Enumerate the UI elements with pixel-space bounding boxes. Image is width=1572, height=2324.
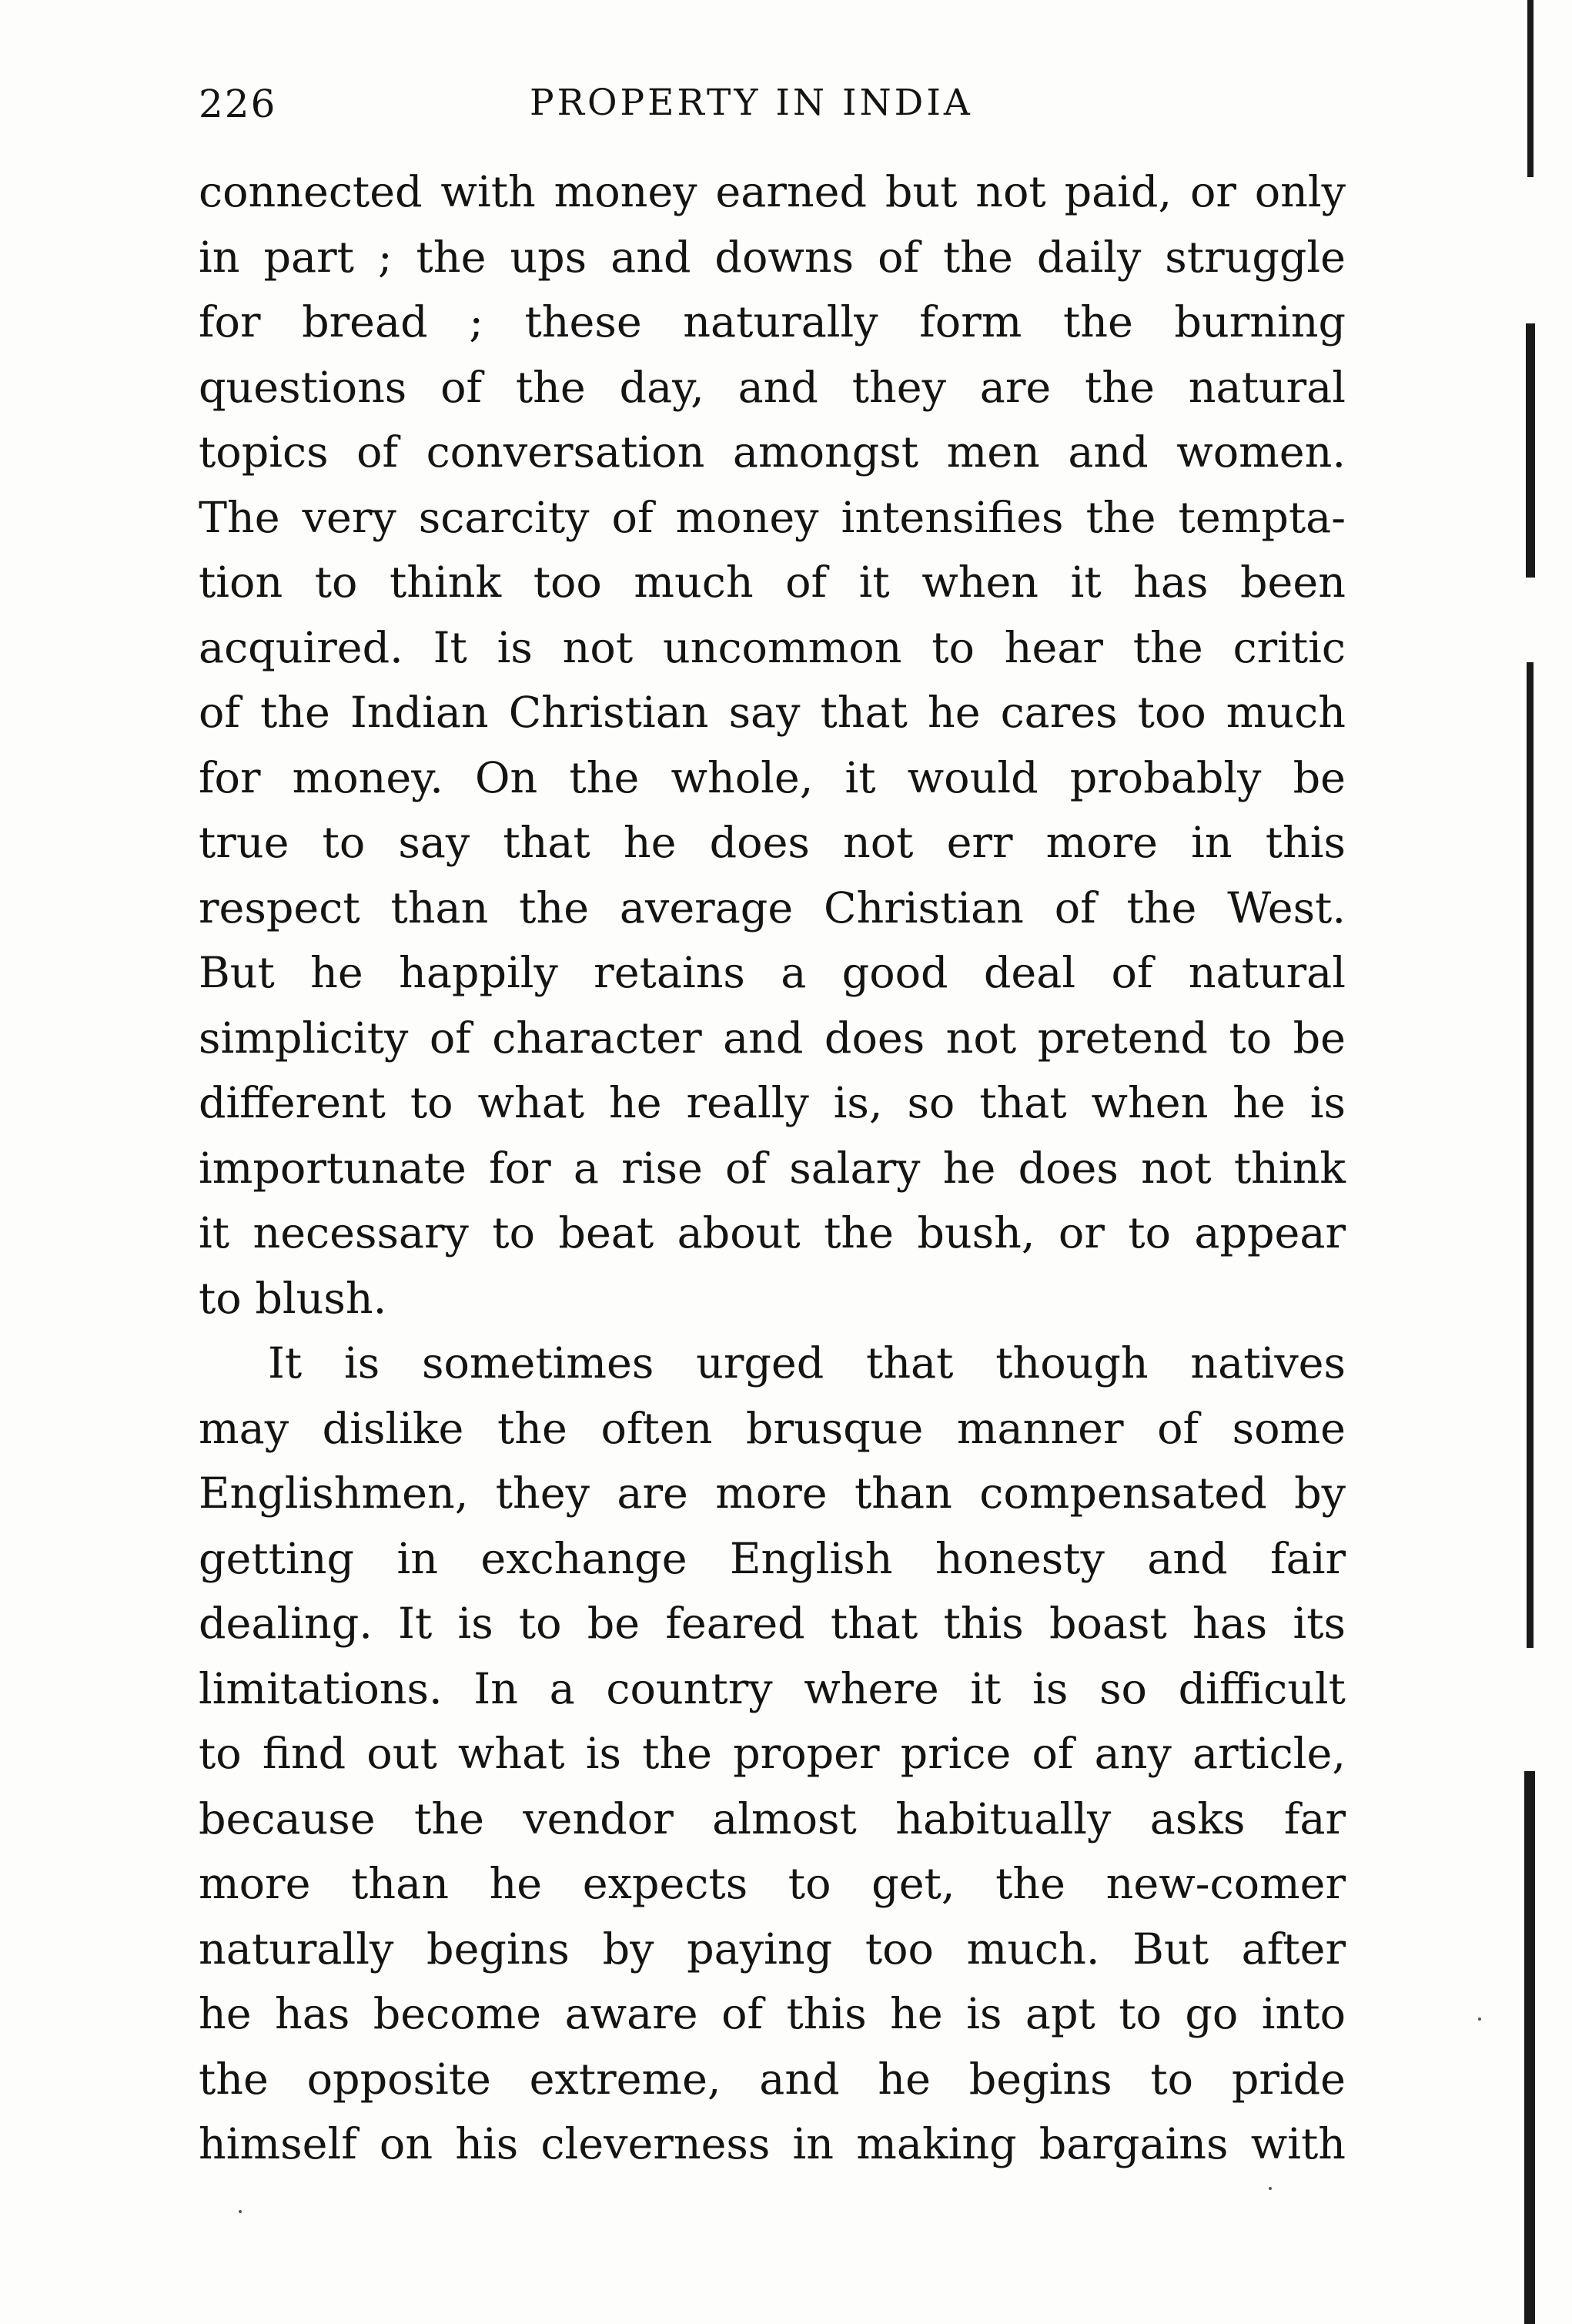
text-line: acquired. It is not uncommon to hear the critic — [199, 622, 1346, 673]
text-line: to blush. — [199, 1273, 387, 1324]
text-line: questions of the day, and they are the natural — [199, 362, 1346, 413]
paper-speck — [239, 2210, 242, 2213]
text-line: for bread ; these naturally form the burning — [199, 297, 1346, 347]
text-line: more than he expects to get, the new-comer — [199, 1859, 1346, 1909]
text-line: It is sometimes urged that though natives — [268, 1338, 1346, 1388]
text-line: simplicity of character and does not pretend to be — [199, 1013, 1346, 1063]
gutter-shadow-segment — [1527, 0, 1534, 177]
text-line: for money. On the whole, it would probably be — [199, 752, 1346, 803]
text-line: Englishmen, they are more than compensated by — [199, 1468, 1346, 1519]
text-line: of the Indian Christian say that he cares too much — [199, 688, 1346, 738]
text-line: himself on his cleverness in making bargains with — [199, 2119, 1346, 2169]
text-line: because the vendor almost habitually asks far — [199, 1793, 1346, 1844]
text-line: tion to think too much of it when it has been — [199, 558, 1346, 608]
text-line: it necessary to beat about the bush, or to appear — [199, 1208, 1346, 1258]
text-line: naturally begins by paying too much. But after — [199, 1924, 1346, 1974]
text-line: dealing. It is to be feared that this boast has its — [199, 1599, 1346, 1649]
gutter-shadow-segment — [1526, 323, 1535, 578]
text-line: getting in exchange English honesty and fair — [199, 1533, 1346, 1584]
text-line: topics of conversation amongst men and women. — [199, 427, 1346, 477]
text-line: the opposite extreme, and he begins to pride — [199, 2054, 1346, 2105]
gutter-shadow-segment — [1527, 662, 1534, 1648]
text-line: But he happily retains a good deal of natural — [199, 948, 1346, 998]
text-line: respect than the average Christian of the West. — [199, 882, 1346, 933]
text-line: true to say that he does not err more in this — [199, 818, 1346, 868]
text-line: may dislike the often brusque manner of some — [199, 1403, 1346, 1454]
text-line: limitations. In a country where it is so difficult — [199, 1663, 1346, 1714]
body-text — [199, 160, 1346, 2178]
page-header — [199, 77, 1338, 139]
binding-gutter-shadow — [1523, 0, 1538, 2324]
gutter-shadow-segment — [1524, 1771, 1535, 2324]
page-number: 226 — [199, 82, 277, 126]
text-line: importunate for a rise of salary he does not think — [199, 1143, 1346, 1194]
text-line: The very scarcity of money intensifies the tempta- — [199, 492, 1346, 543]
running-title: PROPERTY IN INDIA — [530, 82, 973, 124]
text-line: connected with money earned but not paid, or only — [199, 167, 1346, 217]
text-line: to find out what is the proper price of any article, — [199, 1729, 1346, 1779]
paper-speck — [1269, 2187, 1272, 2190]
paper-speck — [1478, 2018, 1481, 2021]
text-line: he has become aware of this he is apt to go into — [199, 1989, 1346, 2039]
text-line: different to what he really is, so that when he is — [199, 1078, 1346, 1128]
text-line: in part ; the ups and downs of the daily struggle — [199, 232, 1346, 283]
